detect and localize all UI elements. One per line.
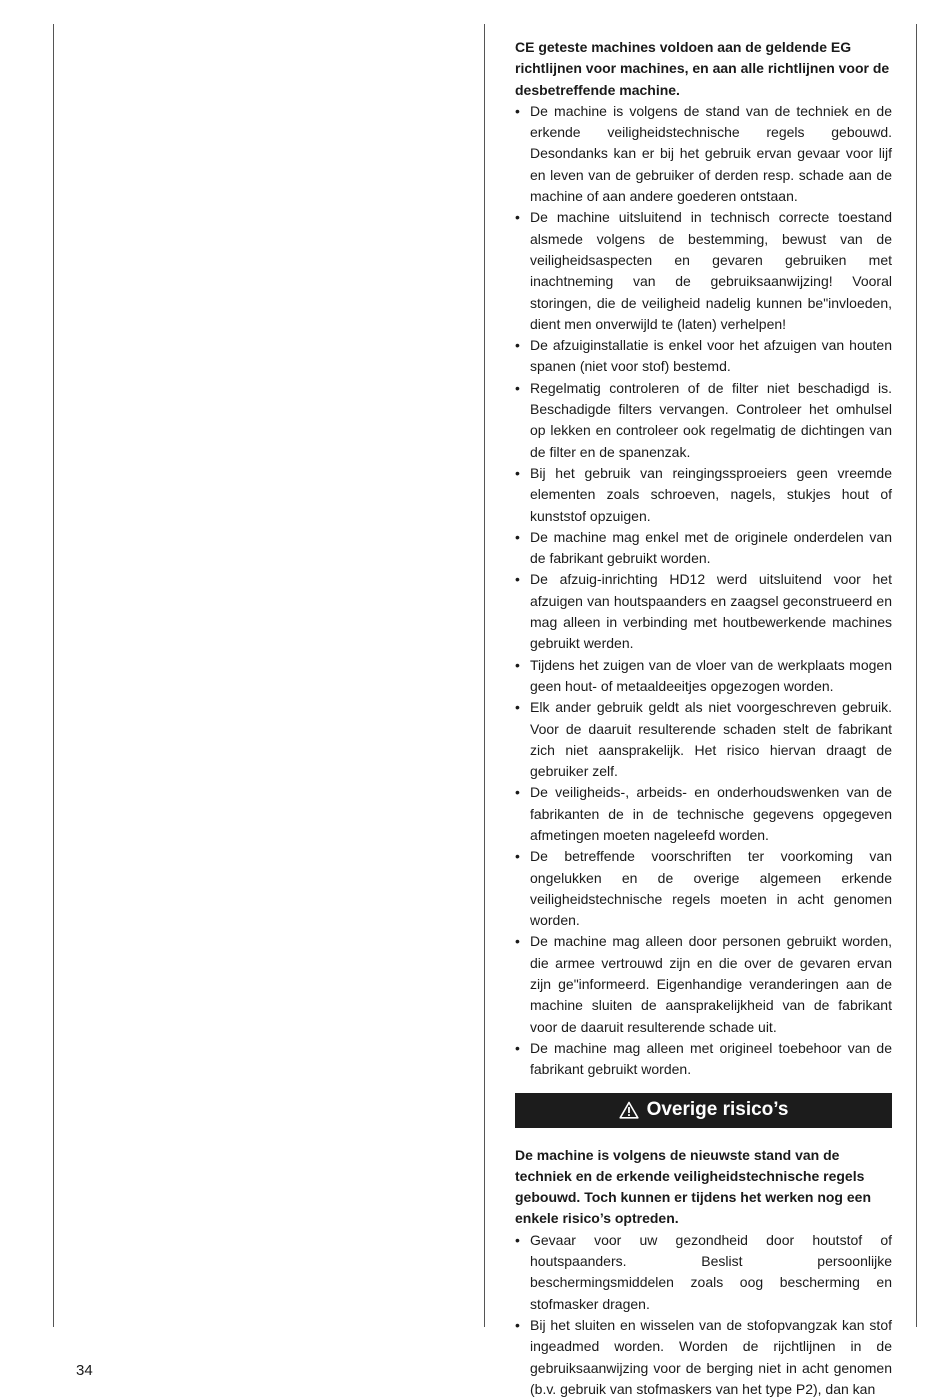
list-item: • De machine is volgens de stand van de techniek en de erkende veiligheidstechnische regels gebouwd. Desondanks kan er bij het gebruik ervan gevaar voor lijf en leven van de gebruiker of derden resp. schade aan de machine of aan andere goederen ontstaan.	[515, 101, 892, 207]
left-margin-rule	[53, 24, 54, 1327]
section-heading-bar	[515, 1093, 892, 1128]
list-item: • Gevaar voor uw gezondheid door houtstof of houtspaanders. Beslist persoonlijke beschermingsmiddelen zoals oog bescherming en stofmasker dragen.	[515, 1230, 892, 1315]
list-item: • De machine mag alleen door personen gebruikt worden, die armee vertrouwd zijn en die over de gevaren ervan zijn ge"informeerd. Eigenhandige veranderingen aan de machine sluiten de aansprakelijkheid van de fabrikant voor de daaruit resulterende schade uit.	[515, 931, 892, 1037]
list-item: • Bij het gebruik van reingingssproeiers geen vreemde elementen zoals schroeven, nagels, stukjes hout of kunststof opzuigen.	[515, 463, 892, 527]
section-heading: Overige risico’s	[646, 1099, 789, 1121]
list-item: • Tijdens het zuigen van de vloer van de werkplaats mogen geen hout- of metaaldeeitjes opgezogen worden.	[515, 655, 892, 698]
list-item: • De machine mag alleen met origineel toebehoor van de fabrikant gebruikt worden.	[515, 1038, 892, 1081]
list-item: • Bij het sluiten en wisselen van de stofopvangzak kan stof ingeadmed worden. Worden de rijchtlijnen in de gebruiksaanwijzing voor de berging niet in acht genomen (b.v. gebruik van stofmaskers van het type P2), dan kan	[515, 1315, 892, 1400]
column-divider-rule	[484, 24, 485, 1327]
list-item: • De betreffende voorschriften ter voorkoming van ongelukken en de overige algemeen erkende veiligheidstechnische regels moeten in acht genomen worden.	[515, 846, 892, 931]
section2-intro: De machine is volgens de nieuwste stand van de techniek en de erkende veiligheidstechnische regels gebouwd. Toch kunnen er tijdens het werken nog een enkele risico’s optreden.	[515, 1146, 872, 1227]
section2-bullet-list	[515, 1230, 892, 1400]
list-item: • De afzuiginstallatie is enkel voor het afzuigen van houten spanen (niet voor stof) bestemd.	[515, 335, 892, 378]
list-item: • De machine mag enkel met de originele onderdelen van de fabrikant gebruikt worden.	[515, 527, 892, 570]
list-item: • Regelmatig controleren of de filter niet beschadigd is. Beschadigde filters vervangen. Controleer het omhulsel op lekken en controleer ook regelmatig de dichtingen van de filter en de spanenzak.	[515, 378, 892, 463]
section1-intro: CE geteste machines voldoen aan de geldende EG richtlijnen voor machines, en aan alle richtlijnen voor de desbetreffende machine.	[515, 39, 890, 98]
right-column	[515, 37, 892, 1400]
page-number: 34	[76, 1362, 93, 1379]
list-item: • De machine uitsluitend in technisch correcte toestand alsmede volgens de bestemming, bewust van de veiligheidsaspecten en gevaren gebruiken met inachtneming van de gebruiksaanwijzing! Vooral storingen, die de veiligheid nadelig kunnen be"invloeden, dient men onverwijld te (laten) verhelpen!	[515, 207, 892, 335]
list-item: • De afzuig-inrichting HD12 werd uitsluitend voor het afzuigen van houtspaanders en zaagsel geconstrueerd en mag alleen in verbinding met houtbewerkende machines gebruikt werden.	[515, 569, 892, 654]
section1-bullet-list	[515, 101, 892, 1081]
right-margin-rule	[916, 24, 917, 1327]
warning-triangle-icon	[619, 1101, 639, 1119]
list-item: • De veiligheids-, arbeids- en onderhoudswenken van de fabrikanten de in de technische gegevens opgegeven afmetingen moeten nageleefd worden.	[515, 782, 892, 846]
list-item: • Elk ander gebruik geldt als niet voorgeschreven gebruik. Voor de daaruit resulterende schaden stelt de fabrikant zich niet aansprakelijk. Het risico hiervan draagt de gebruiker zelf.	[515, 697, 892, 782]
